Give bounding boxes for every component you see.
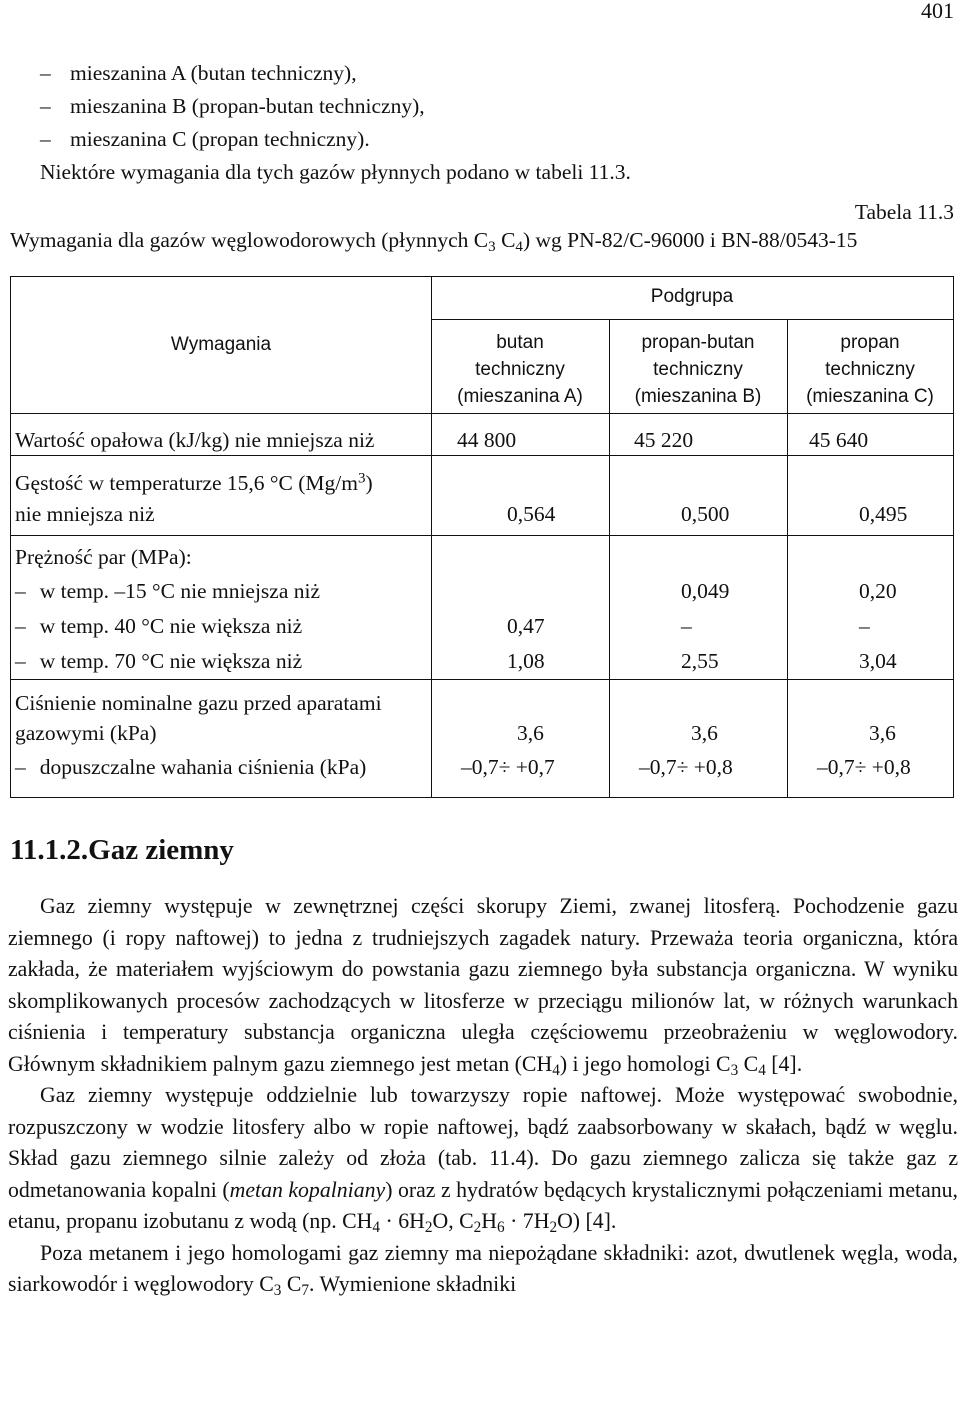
cell-pressure-15-b: 0,049 [681, 579, 730, 603]
cell-pressure-40-c: – [859, 614, 870, 638]
cell-variation-b: –0,7÷ +0,8 [639, 755, 733, 779]
row-label-nominal: Ciśnienie nominalne gazu przed aparatami [15, 691, 382, 715]
list-dash: – [40, 94, 51, 118]
table-rule [11, 535, 953, 536]
table-rule [431, 319, 953, 320]
header-column-b: propan-butan techniczny (mieszanina B) [634, 332, 762, 407]
row-label-heat: Wartość opałowa (kJ/kg) nie mniejsza niż [15, 428, 375, 452]
list-item [40, 90, 631, 123]
cell-nominal-c: 3,6 [869, 721, 896, 745]
cell-pressure-70-b: 2,55 [681, 649, 719, 673]
cell-pressure-40-a: 0,47 [507, 614, 545, 638]
cell-heat-b: 45 220 [634, 428, 694, 452]
cell-pressure-40-b: – [681, 614, 692, 638]
cell-pressure-70-c: 3,04 [859, 649, 897, 673]
header-column-c: propan techniczny (mieszanina C) [806, 332, 934, 407]
body-text [8, 891, 958, 1301]
list-item-text: mieszanina C (propan techniczny). [70, 127, 370, 151]
row-label-density-cont: nie mniejsza niż [15, 502, 155, 526]
row-label-pressure-70: – w temp. 70 °C nie większa niż [15, 649, 303, 673]
table-caption: Wymagania dla gazów węglowodorowych (płynnych $C_3$ $C_4$) wg PN-82/C-96000 i BN-88/0543-15 [10, 228, 858, 255]
list-item [40, 123, 631, 156]
row-label-density: Gęstość w temperaturze 15,6 °C $(Mg/m^3)$ [15, 470, 373, 495]
row-label-pressure: Prężność par (MPa): [15, 545, 192, 569]
list-item-text: mieszanina B (propan-butan techniczny), [70, 94, 425, 118]
row-label-pressure-variation: – dopuszczalne wahania ciśnienia (kPa) [15, 755, 367, 779]
lead-sentence: Niektóre wymagania dla tych gazów płynnych podano w tabeli 11.3. [40, 160, 631, 184]
paragraph: Poza metanem i jego homologami gaz ziemny ma niepożądane składniki: azot, dwutlenek węgla, woda, siarkowodór i węglowodory $C_3$ $C_7$. Wymienione składniki [8, 1240, 958, 1299]
cell-pressure-15-c: 0,20 [859, 579, 897, 603]
paragraph: Gaz ziemny występuje w zewnętrznej części skorupy Ziemi, zwanej litosferą. Pochodzenie gazu ziemnego (i ropy naftowej) to jedna z trudniejszych zagadek natury. Przeważa teoria organiczna, która zakłada, że materiałem wyjściowym do powstania gazu ziemnego była substancja organiczna. W wyniku skomplikowanych procesów zachodzących w litosferze w przeciągu milionów lat, w różnych warunkach ciśnienia i temperatury substancja organiczna uległa częściowemu przeobrażeniu w węglowodory. Głównym składnikiem palnym gazu ziemnego jest metan $(CH_4)$ i jego homologi $C_3$ $C_4$ [4]. [8, 894, 958, 1079]
row-label-pressure-40: – w temp. 40 °C nie większa niż [15, 614, 303, 638]
page-number: 401 [921, 0, 954, 23]
paragraph: Gaz ziemny występuje oddzielnie lub towarzyszy ropie naftowej. Może występować swobodnie, rozpuszczony w wodzie litosfery albo w ropie naftowej, bądź zaabsorbowany w skałach, bądź w węglu. Skład gazu ziemnego silnie zależy od złoża (tab. 11.4). Do gazu ziemnego zalicza się także gaz z odmetanowania kopalni (metan kopalniany) oraz z hydratów będących krystalicznymi połączeniami metanu, etanu, propanu izobutanu z wodą (np. $CH_4 \cdot 6H_2O$, $C_2H_6 \cdot 7H_2O$) [4]. [8, 1083, 958, 1236]
cell-heat-c: 45 640 [809, 428, 869, 452]
requirements-table [10, 276, 954, 798]
gas-mixture-list [40, 57, 631, 189]
cell-nominal-b: 3,6 [691, 721, 718, 745]
cell-density-a: 0,564 [507, 502, 556, 526]
table-rule [11, 413, 953, 414]
list-item-text: mieszanina A (butan techniczny), [70, 61, 357, 85]
list-dash: – [40, 127, 51, 151]
table-rule [11, 679, 953, 680]
cell-variation-c: –0,7÷ +0,8 [817, 755, 911, 779]
cell-heat-a: 44 800 [457, 428, 517, 452]
header-column-a: butan techniczny (mieszanina A) [457, 332, 583, 407]
cell-density-c: 0,495 [859, 502, 908, 526]
section-heading: 11.1.2.Gaz ziemny [10, 834, 234, 866]
cell-density-b: 0,500 [681, 502, 730, 526]
header-requirements: Wymagania [170, 334, 272, 355]
row-label-pressure-15: – w temp. –15 °C nie mniejsza niż [15, 579, 321, 603]
list-item [40, 57, 631, 90]
cell-nominal-a: 3,6 [517, 721, 544, 745]
table-label: Tabela 11.3 [854, 200, 954, 224]
list-dash: – [40, 61, 51, 85]
cell-variation-a: –0,7÷ +0,7 [461, 755, 555, 779]
table-rule [11, 455, 953, 456]
header-subgroup: Podgrupa [650, 286, 734, 307]
row-label-nominal-cont: gazowymi (kPa) [15, 721, 157, 745]
cell-pressure-70-a: 1,08 [507, 649, 545, 673]
